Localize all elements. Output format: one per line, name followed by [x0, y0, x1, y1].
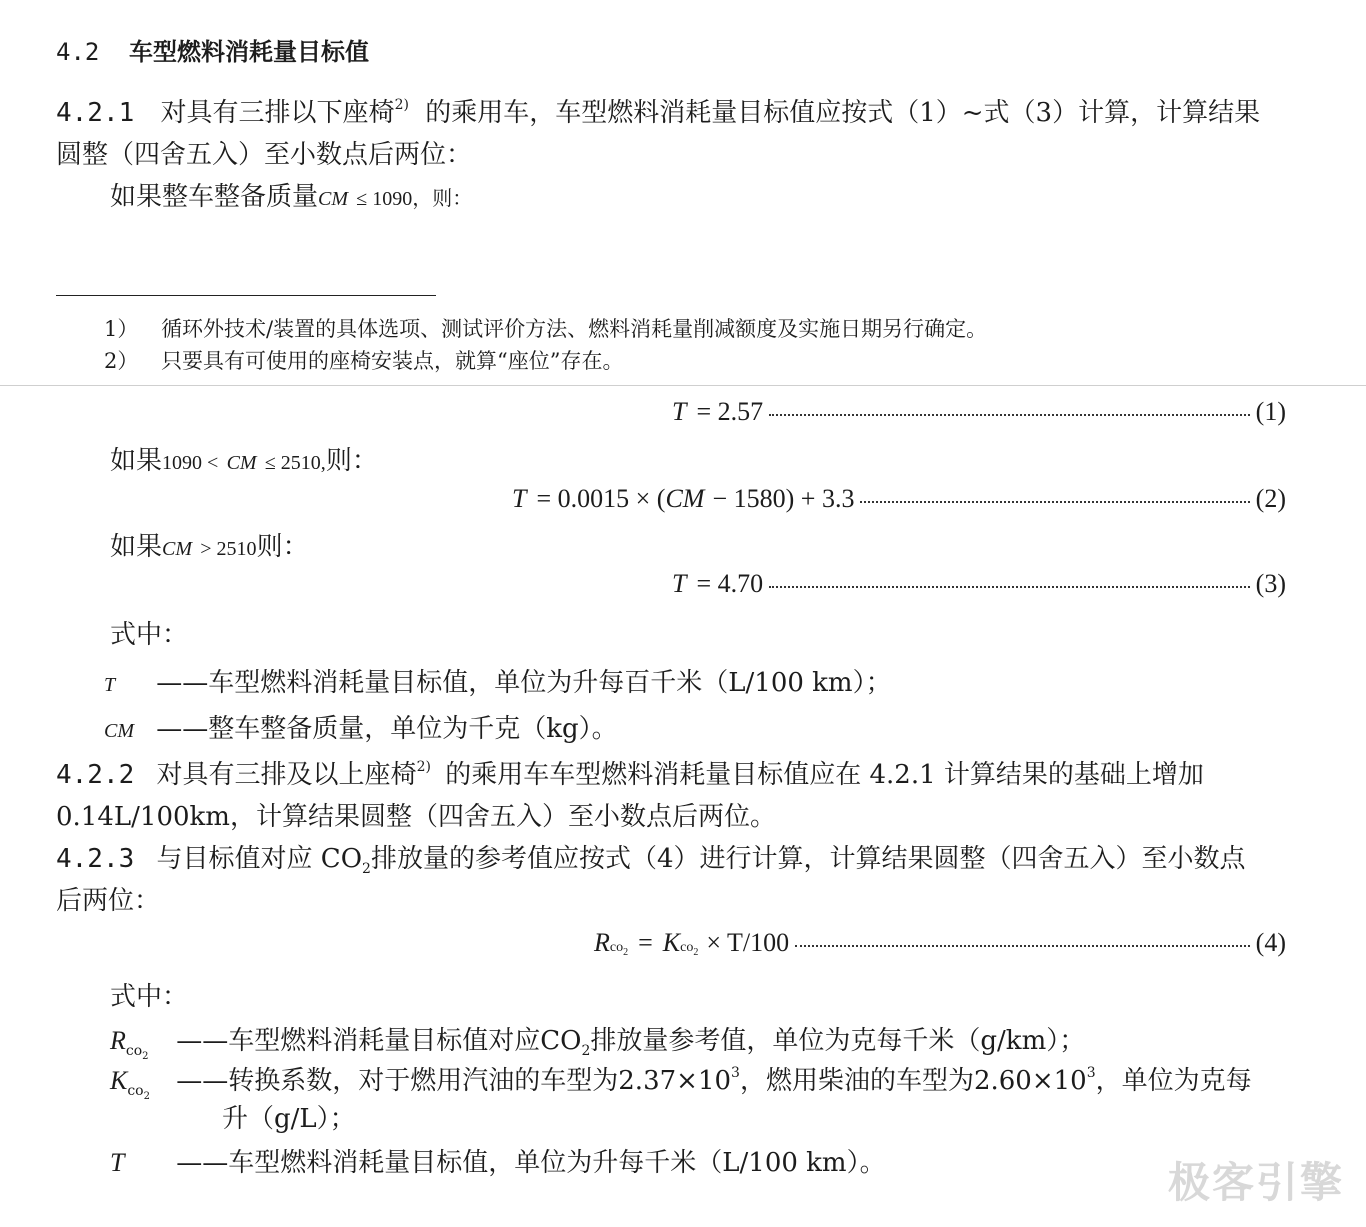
- leader-dots: [769, 414, 1250, 416]
- para-422-line2: 0.14L/100km，计算结果圆整（四舍五入）至小数点后两位。: [56, 802, 776, 832]
- eq-symbol-r: R: [594, 928, 610, 957]
- para-422-line1: [56, 754, 1204, 791]
- subscript: 2: [623, 946, 629, 958]
- equation-4: [594, 928, 1286, 958]
- where-item-t2: [110, 1142, 886, 1179]
- where-label: 式中：: [110, 620, 189, 650]
- where-label-2: 式中：: [110, 982, 189, 1012]
- footnote-2: [104, 345, 624, 375]
- section-number: 4.2: [56, 38, 100, 66]
- symbol: T: [104, 674, 116, 696]
- footnote-text: 循环外技术/装置的具体选项、测试评价方法、燃料消耗量削减额度及实施日期另行确定。: [161, 317, 988, 341]
- leader-dots: [795, 945, 1250, 947]
- eq-rhs: = 4.70: [696, 569, 764, 598]
- symbol: R: [110, 1026, 126, 1055]
- text: 对具有三排以下座椅: [160, 98, 395, 128]
- superscript: 3: [1086, 1065, 1096, 1081]
- definition: ——整车整备质量，单位为千克（kg）。: [156, 714, 618, 744]
- text: 的乘用车车型燃料消耗量目标值应在 4.2.1 计算结果的基础上增加: [445, 760, 1204, 790]
- para-423-line2: 后两位：: [56, 886, 161, 916]
- text: 如果整车整备质量: [110, 182, 319, 212]
- subscript: co: [127, 1083, 144, 1099]
- text: 如果: [110, 446, 163, 476]
- symbol: CM: [104, 720, 134, 742]
- para-421-line2: 圆整（四舍五入）至小数点后两位：: [56, 140, 473, 170]
- eq-sign: =: [638, 928, 653, 957]
- definition: ，单位为克每: [1095, 1066, 1252, 1096]
- text: 与目标值对应 CO: [156, 844, 363, 874]
- eq-lhs: T: [672, 569, 687, 598]
- eq-symbol-k: K: [662, 928, 681, 957]
- condition-2: [110, 440, 378, 477]
- symbol: T: [110, 1148, 125, 1177]
- subscript: co: [680, 940, 694, 955]
- eq-number: (2): [1255, 484, 1286, 513]
- where-item-t: [104, 662, 892, 699]
- eq-rhs: = 0.0015 × (: [536, 484, 666, 513]
- clause-number: 4.2.3: [56, 844, 135, 874]
- eq-rhs: × T/100: [706, 928, 790, 957]
- leader-dots: [860, 501, 1249, 503]
- clause-number: 4.2.2: [56, 760, 135, 790]
- text: 对具有三排及以上座椅: [156, 760, 417, 790]
- text: > 2510: [200, 538, 257, 560]
- symbol: K: [110, 1066, 128, 1095]
- definition: 排放量参考值，单位为克每千米（g/km）；: [590, 1026, 1086, 1056]
- eq-lhs: T: [512, 484, 527, 513]
- definition: ——转换系数，对于燃用汽油的车型为2.37×10: [176, 1066, 732, 1096]
- eq-number: (1): [1255, 397, 1286, 426]
- variable-cm: CM: [162, 538, 193, 560]
- equation-2: [512, 484, 1286, 514]
- text: ≤ 1090，则：: [356, 188, 473, 210]
- section-title: 车型燃料消耗量目标值: [129, 38, 369, 66]
- footnote-rule: [56, 295, 436, 296]
- subscript: co: [125, 1043, 143, 1059]
- eq-number: (3): [1255, 569, 1286, 598]
- text: 如果: [110, 532, 163, 562]
- text: 的乘用车，车型燃料消耗量目标值应按式（1）~式（3）计算，计算结果: [425, 98, 1261, 128]
- definition: ，燃用柴油的车型为2.60×10: [739, 1066, 1087, 1096]
- footnote-ref: 2): [394, 97, 409, 113]
- where-item-k: [110, 1060, 1252, 1102]
- definition: ——车型燃料消耗量目标值对应CO: [176, 1026, 582, 1056]
- subscript: 2: [693, 946, 699, 958]
- eq-rhs: = 2.57: [696, 397, 764, 426]
- leader-dots: [769, 586, 1250, 588]
- text: ≤ 2510,: [264, 452, 326, 474]
- superscript: 3: [731, 1065, 740, 1081]
- variable-cm: CM: [665, 484, 705, 513]
- text: 则：: [256, 532, 309, 562]
- text: 则：: [325, 446, 378, 476]
- eq-lhs: T: [672, 397, 687, 426]
- where-item-k-line2: 升（g/L）；: [222, 1104, 356, 1134]
- footnote-mark: 1）: [104, 317, 139, 341]
- footnote-1: [104, 313, 987, 343]
- text: 1090 <: [162, 452, 219, 474]
- footnote-mark: 2）: [104, 349, 139, 373]
- where-item-r: [110, 1020, 1085, 1062]
- definition: ——车型燃料消耗量目标值，单位为升每千米（L/100 km）。: [176, 1148, 886, 1178]
- footnote-ref: 2): [416, 759, 431, 775]
- eq-number: (4): [1255, 928, 1286, 957]
- section-heading: [56, 32, 369, 67]
- para-421-line1: [56, 92, 1260, 129]
- condition-1: [110, 176, 472, 213]
- subscript: co: [609, 940, 624, 955]
- subscript: 2: [142, 1050, 149, 1062]
- subscript: 2: [362, 861, 371, 877]
- condition-3: [110, 526, 309, 563]
- para-423-line1: [56, 838, 1246, 877]
- text: 排放量的参考值应按式（4）进行计算，计算结果圆整（四舍五入）至小数点: [370, 844, 1246, 874]
- watermark: 极客引擎: [1168, 1158, 1345, 1207]
- variable-cm: CM: [318, 188, 349, 210]
- equation-3: [672, 569, 1286, 599]
- clause-number: 4.2.1: [56, 98, 135, 128]
- footnote-text: 只要具有可使用的座椅安装点，就算“座位”存在。: [161, 349, 624, 373]
- page-break: [0, 385, 1366, 386]
- eq-rhs: − 1580) + 3.3: [712, 484, 855, 513]
- variable-cm: CM: [226, 452, 257, 474]
- definition: ——车型燃料消耗量目标值，单位为升每百千米（L/100 km）；: [156, 668, 892, 698]
- subscript: 2: [581, 1043, 591, 1059]
- subscript: 2: [143, 1090, 150, 1102]
- equation-1: [672, 397, 1286, 427]
- where-item-cm: [104, 708, 618, 745]
